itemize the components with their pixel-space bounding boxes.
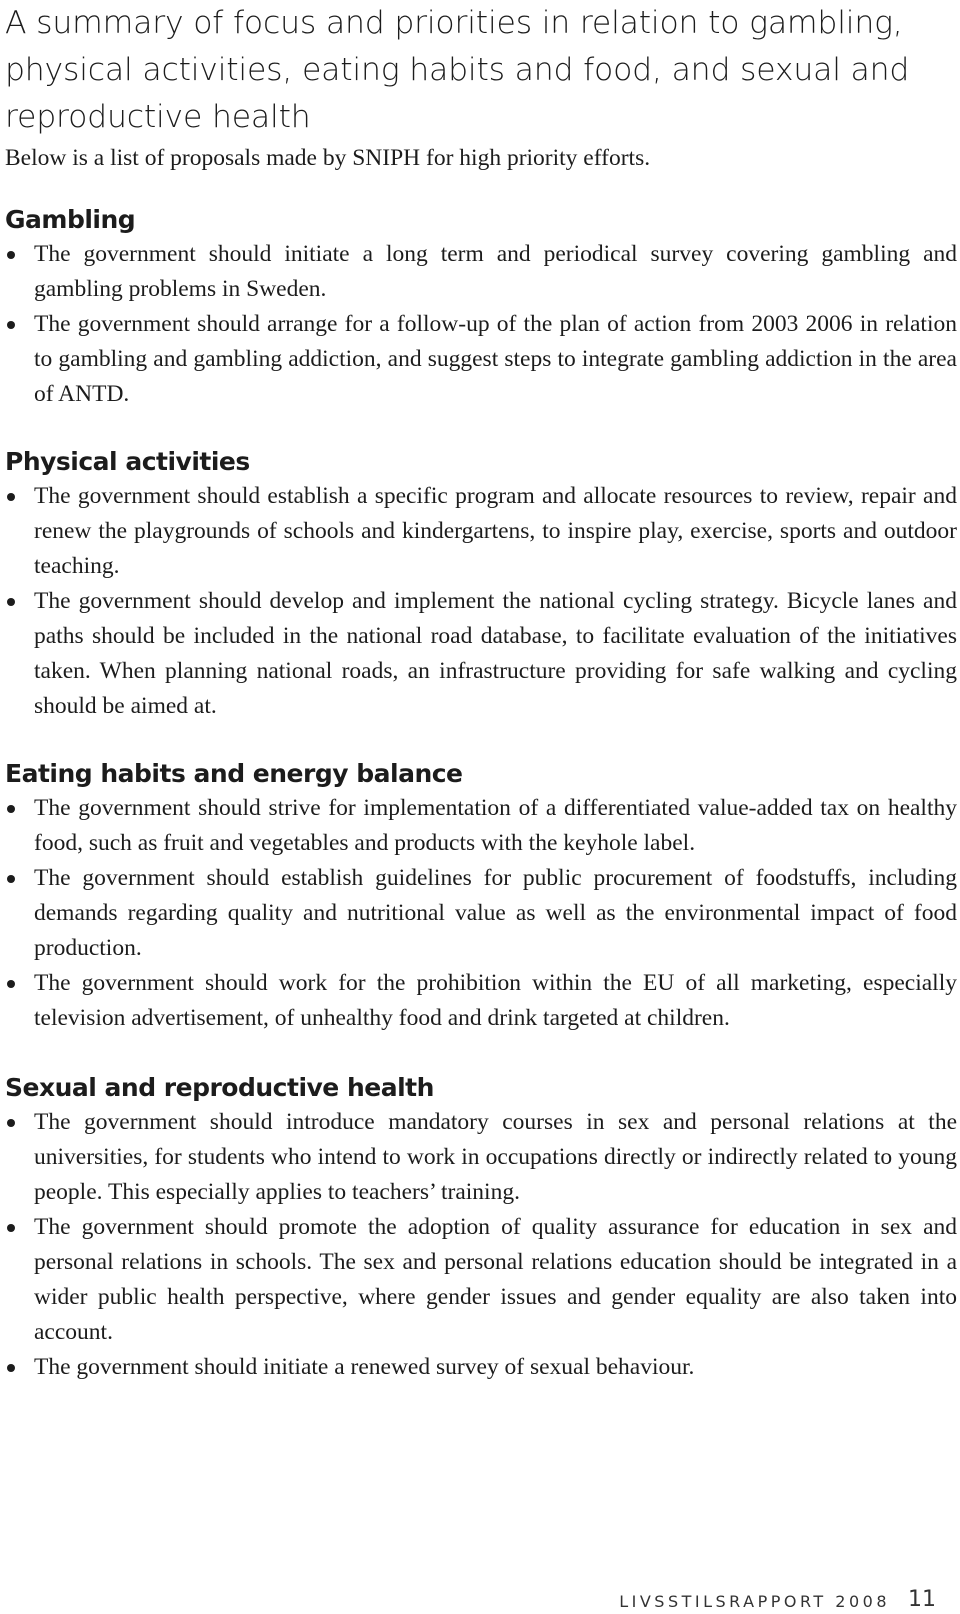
section-gambling: [5, 202, 957, 412]
list-item: The government should initiate a renewed survey of sexual behaviour.: [5, 1350, 957, 1385]
section-heading: Physical activities: [5, 447, 250, 476]
bullet-list: [5, 479, 957, 724]
list-item: The government should promote the adoption of quality assurance for education in sex and personal relations in schools. The sex and personal relations education should be integrated in a wider public health perspective, where gender issues and gender equality are also taken into account.: [5, 1210, 957, 1350]
bullet-list: [5, 1105, 957, 1385]
document-page: [5, 0, 957, 1385]
section-heading: Eating habits and energy balance: [5, 759, 463, 788]
list-item: The government should develop and implement the national cycling strategy. Bicycle lanes and paths should be included in the national road database, to facilitate evaluation of the initiatives taken. When planning national roads, an infrastructure providing for safe walking and cycling should be aimed at.: [5, 584, 957, 724]
bullet-list: [5, 237, 957, 412]
list-item: The government should strive for implementation of a differentiated value-added tax on healthy food, such as fruit and vegetables and products with the keyhole label.: [5, 791, 957, 861]
list-item: The government should introduce mandatory courses in sex and personal relations at the universities, for students who intend to work in occupations directly or indirectly related to young people. This especially applies to teachers’ training.: [5, 1105, 957, 1210]
list-item: The government should arrange for a follow-up of the plan of action from 2003 2006 in relation to gambling and gambling addiction, and suggest steps to integrate gambling addiction in the area of ANTD.: [5, 307, 957, 412]
list-item: The government should work for the prohibition within the EU of all marketing, especially television advertisement, of unhealthy food and drink targeted at children.: [5, 966, 957, 1036]
section-heading: Sexual and reproductive health: [5, 1073, 434, 1102]
page-title: A summary of focus and priorities in relation to gambling, physical activities, eating habits and food, and sexual and reproductive health: [5, 5, 910, 135]
intro-text: Below is a list of proposals made by SNIPH for high priority efforts.: [5, 145, 651, 171]
running-title: LIVSSTILSRAPPORT 2008: [619, 1592, 890, 1611]
list-item: The government should establish guidelines for public procurement of foodstuffs, including demands regarding quality and nutritional value as well as the environmental impact of food production.: [5, 861, 957, 966]
section-heading: Gambling: [5, 205, 136, 234]
section-eating-habits: [5, 756, 957, 1036]
bullet-list: [5, 791, 957, 1036]
page-footer: [619, 1574, 936, 1614]
section-physical-activities: [5, 444, 957, 724]
section-sexual-reproductive-health: [5, 1070, 957, 1385]
list-item: The government should initiate a long term and periodical survey covering gambling and gambling problems in Sweden.: [5, 237, 957, 307]
list-item: The government should establish a specific program and allocate resources to review, repair and renew the playgrounds of schools and kindergartens, to inspire play, exercise, sports and outdoor teaching.: [5, 479, 957, 584]
page-number: 11: [908, 1587, 936, 1612]
